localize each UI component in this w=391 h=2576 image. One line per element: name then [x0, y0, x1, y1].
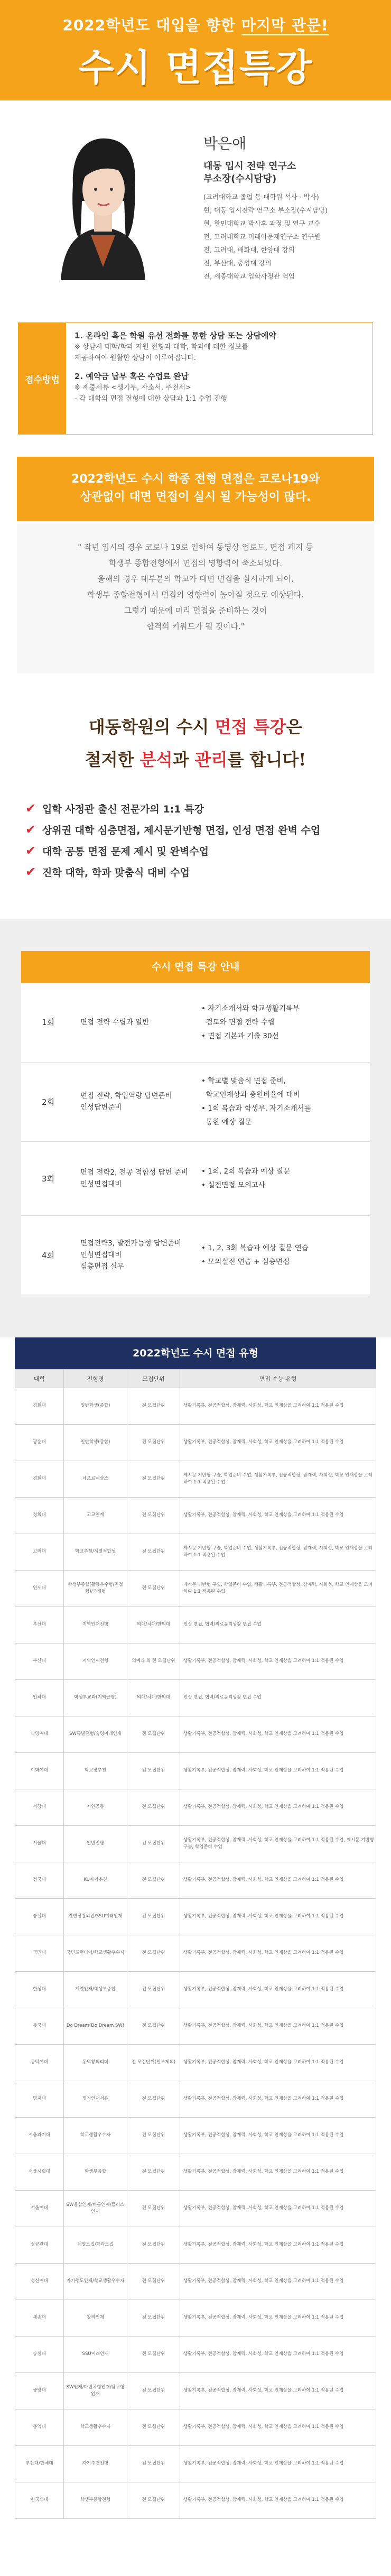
table-row — [15, 2336, 376, 2372]
interview-type-cell: 생활기록부, 전공적합성, 잠재력, 사회성, 학교 인재상을 고려하여 1:1 적용된 수업 — [180, 2008, 376, 2044]
content-cell — [197, 1141, 370, 1215]
recruit-unit-cell: 전 모집단위 — [127, 2190, 180, 2227]
admission-type-cell: SSU미래인재 — [64, 2336, 127, 2372]
admission-type-cell: 지역인재전형 — [64, 1606, 127, 1643]
recruit-unit-cell: 전 모집단위 — [127, 1935, 180, 1971]
round-cell: 1회 — [21, 983, 75, 1062]
content-cell — [197, 1062, 370, 1141]
feature-text: 진학 대학, 학과 맞춤식 대비 수업 — [42, 866, 190, 879]
univ-name-cell: 인하대 — [15, 1679, 64, 1716]
content-text: 모의실전 연습 + 심층면접 — [208, 1258, 290, 1266]
univ-name-cell: 경희대 — [15, 1388, 64, 1424]
table-row — [15, 1679, 376, 1716]
interview-type-cell: 생활기록부, 전공적합성, 잠재력, 사회성, 학교 인재상을 고려하여 1:1 적용된 수업 — [180, 2190, 376, 2227]
univ-name-cell: 국민대 — [15, 1935, 64, 1971]
table-row — [15, 2263, 376, 2300]
round-cell: 2회 — [21, 1062, 75, 1141]
recruit-unit-cell: 전 모집단위 — [127, 2154, 180, 2190]
hero-title: 수시 면접특강 — [78, 46, 313, 89]
method-step-detail: ※ 상담시 대학/학과 지원 전형과 대학, 학과에 대한 정보를 — [75, 343, 248, 351]
interview-type-cell: 생활기록부, 전공적합성, 잠재력, 사회성, 학교 인재상을 고려하여 1:1 적용된 수업 — [180, 1497, 376, 1534]
interview-type-cell: 제시문 기반형 구술, 학업준비 수업, 생활기록부, 전공적합성, 잠재력, 사회성, 학교 인재상을 고려하여 1:1 적용된 수업 — [180, 1570, 376, 1606]
table-row — [15, 2445, 376, 2482]
topic-cell — [75, 1215, 197, 1295]
admission-type-cell: 명지인재서류 — [64, 2081, 127, 2117]
table-row — [15, 1825, 376, 1862]
interview-type-cell: 생활기록부, 전공적합성, 잠재력, 사회성, 학교 인재상을 고려하여 1:1 적용된 수업 — [180, 2044, 376, 2081]
interview-type-cell: 생활기록부, 전공적합성, 잠재력, 사회성, 학교 인재상을 고려하여 1:1 적용된 수업 — [180, 2227, 376, 2263]
univ-name-cell: 서울과기대 — [15, 2117, 64, 2154]
univ-name-cell: 이화여대 — [15, 1752, 64, 1789]
application-method-tag: 접수방법 — [18, 323, 66, 434]
univ-table — [15, 1369, 376, 2519]
table-row — [15, 1716, 376, 1752]
topic-line: 면접전략3, 발전가능성 답변준비 — [80, 1239, 181, 1248]
content-line — [201, 1015, 366, 1029]
interview-type-cell: 생활기록부, 전공적합성, 잠재력, 사회성, 학교 인재상을 고려하여 1:1 적용된 수업 — [180, 2081, 376, 2117]
table-row — [15, 1388, 376, 1424]
topic-cell — [75, 983, 197, 1062]
content-text: 자기소개서와 학교생활기록부 — [208, 1004, 300, 1013]
table-row — [15, 1570, 376, 1606]
feature-item — [25, 819, 391, 840]
interview-type-cell: 생활기록부, 전공적합성, 잠재력, 사회성, 학교 인재상을 고려하여 1:1 적용된 수업 — [180, 2372, 376, 2409]
table-row — [15, 1789, 376, 1825]
notice-line: 그렇기 때문에 미리 면접을 준비하는 것이 — [124, 606, 267, 615]
recruit-unit-cell: 전 모집단위 — [127, 1424, 180, 1461]
slogan-highlight: 관리 — [194, 750, 228, 770]
univ-name-cell: 동덕여대 — [15, 2044, 64, 2081]
univ-name-cell: 성균관대 — [15, 2227, 64, 2263]
recruit-unit-cell: 전 모집단위 — [127, 1825, 180, 1862]
interview-type-cell: 제시문 기반형 구술, 학업준비 수업, 생활기록부, 전공적합성, 잠재력, 사회성, 학교 인재상을 고려하여 1:1 적용된 수업 — [180, 1461, 376, 1497]
hero-subtitle-highlight: 마지막 관문! — [241, 16, 329, 35]
instructor-name: 박은애 — [203, 135, 247, 152]
method-step-detail: ※ 제출서류 <생기부, 자소서, 추천서> — [75, 384, 191, 392]
instructor-title-2: 부소장(수시담당) — [203, 173, 277, 184]
interview-type-cell: 생활기록부, 전공적합성, 잠재력, 사회성, 학교 인재상을 고려하여 1:1 적용된 수업 — [180, 1716, 376, 1752]
career-item: 전, 고려대학교 미래아문재연구소 연구원 — [203, 233, 321, 241]
interview-type-cell: 생활기록부, 전공적합성, 잠재력, 사회성, 학교 인재상을 고려하여 1:1 적용된 수업 — [180, 2300, 376, 2336]
univ-section — [0, 1337, 391, 2540]
admission-type-cell: 결헌정원외전/SSU미래인재 — [64, 1898, 127, 1935]
recruit-unit-cell: 전 모집단위 — [127, 2081, 180, 2117]
content-line — [201, 1088, 366, 1102]
feature-text: 상위권 대학 심층면접, 제시문기반형 면접, 인성 면접 완벽 수업 — [42, 824, 321, 836]
check-icon: ✔ — [25, 843, 36, 858]
topic-line: 면접 전략 수립과 일반 — [80, 1018, 150, 1027]
table-row — [15, 1935, 376, 1971]
univ-name-cell: 고려대 — [15, 1534, 64, 1570]
admission-type-cell: KU자기추천 — [64, 1862, 127, 1898]
method-step-detail: - 각 대학의 면접 전형에 대한 상담과 1:1 수업 진행 — [75, 395, 227, 403]
recruit-unit-cell: 전 모집단위 — [127, 2336, 180, 2372]
recruit-unit-cell: 전 모집단위 — [127, 1461, 180, 1497]
check-icon: ✔ — [25, 801, 36, 816]
interview-type-cell: 생활기록부, 전공적합성, 잠재력, 사회성, 학교 인재상을 고려하여 1:1 적용된 수업 — [180, 2445, 376, 2482]
recruit-unit-cell: 전 모집단위 — [127, 1716, 180, 1752]
admission-type-cell: 일반학생(종합) — [64, 1388, 127, 1424]
column-header: 전형명 — [64, 1369, 127, 1388]
table-row — [15, 1971, 376, 2008]
feature-item — [25, 798, 391, 819]
interview-type-cell: 인성 면접, 협력/의료윤리상황 면접 수업 — [180, 1606, 376, 1643]
notice-section — [17, 457, 374, 673]
topic-line: 심층면접 실무 — [80, 1262, 124, 1271]
table-row — [15, 1461, 376, 1497]
univ-name-cell: 한국외대 — [15, 2482, 64, 2518]
table-row — [15, 1898, 376, 1935]
admission-type-cell: 학생부종합 — [64, 2154, 127, 2190]
univ-name-cell: 부산대 — [15, 1606, 64, 1643]
recruit-unit-cell: 전 모집단위 — [127, 2263, 180, 2300]
admission-type-cell: 일반전형 — [64, 1825, 127, 1862]
univ-name-cell: 숭실대 — [15, 1898, 64, 1935]
univ-name-cell: 동국대 — [15, 2008, 64, 2044]
interview-type-cell: 생활기록부, 전공적합성, 잠재력, 사회성, 학교 인재상을 고려하여 1:1 적용된 수업 — [180, 2409, 376, 2445]
admission-type-cell: 일반학생(종합) — [64, 1424, 127, 1461]
column-header: 모집단위 — [127, 1369, 180, 1388]
notice-heading-line: 상관없이 대면 면접이 실시 될 가능성이 많다. — [80, 491, 311, 504]
interview-type-cell: 인성 면접, 협력/의료윤리상황 면접 수업 — [180, 1679, 376, 1716]
content-text: 통한 예상 질문 — [206, 1118, 252, 1127]
univ-name-cell: 부산대/한체대 — [15, 2445, 64, 2482]
hero-banner — [0, 0, 391, 100]
table-row — [15, 1424, 376, 1461]
univ-name-cell: 부산대 — [15, 1643, 64, 1679]
table-row — [21, 983, 370, 1062]
admission-type-cell: 창의인재 — [64, 2300, 127, 2336]
univ-table-body — [15, 1388, 376, 2518]
admission-type-cell: 고교연계 — [64, 1497, 127, 1534]
content-line: • 1회, 2회 복습과 예상 질문 — [201, 1167, 291, 1176]
admission-type-cell: 동덕창의리더 — [64, 2044, 127, 2081]
recruit-unit-cell: 전 모집단위 — [127, 1898, 180, 1935]
method-step-heading: 1. 온라인 혹은 학원 유선 전화를 통한 상담 또는 상담예약 — [75, 331, 276, 340]
slogan-highlight: 면접 특강 — [215, 717, 286, 737]
recruit-unit-cell: 전 모집단위 — [127, 2300, 180, 2336]
admission-type-cell: SW인재/다빈치형인재/탐구형인재 — [64, 2372, 127, 2409]
univ-name-cell: 서강대 — [15, 1789, 64, 1825]
interview-type-cell: 생활기록부, 전공적합성, 잠재력, 사회성, 학교 인재상을 고려하여 1:1 적용된 수업, 제시문 기반형 구술, 학업준비 수업 — [180, 1825, 376, 1862]
univ-name-cell: 숭실대 — [15, 2336, 64, 2372]
table-row — [15, 1752, 376, 1789]
column-header: 면접 수능 유형 — [180, 1369, 376, 1388]
univ-name-cell: 성신여대 — [15, 2263, 64, 2300]
feature-checklist — [0, 798, 391, 919]
recruit-unit-cell: 전 모집단위 — [127, 1534, 180, 1570]
content-line: • 1회 복습과 학생부, 자기소개서를 — [201, 1104, 311, 1113]
interview-type-cell: 생활기록부, 전공적합성, 잠재력, 사회성, 학교 인재상을 고려하여 1:1 적용된 수업 — [180, 1789, 376, 1825]
recruit-unit-cell: 의대/치대/한의대 — [127, 1606, 180, 1643]
admission-type-cell: SW특별전형/숙명미래인재 — [64, 1716, 127, 1752]
recruit-unit-cell: 전 모집단위 — [127, 1388, 180, 1424]
univ-name-cell: 서울시립대 — [15, 2154, 64, 2190]
career-item: (고려대학교 졸업 동 대학원 석사 · 박사) — [203, 193, 319, 201]
table-row — [15, 2372, 376, 2409]
feature-text: 입학 사정관 출신 전문가의 1:1 특강 — [42, 803, 204, 815]
recruit-unit-cell: 전 모집단위(일부제외) — [127, 2044, 180, 2081]
topic-line: 면접 전략, 학업역량 답변준비 — [80, 1092, 172, 1100]
table-row — [21, 1215, 370, 1295]
univ-table-title: 2022학년도 수시 면접 유형 — [15, 1337, 376, 1369]
recruit-unit-cell: 전 모집단위 — [127, 2409, 180, 2445]
admission-type-cell: 네오르네상스 — [64, 1461, 127, 1497]
notice-line: 학생부 종합전형에서 면접의 영향력이 축소되었다. — [108, 558, 283, 568]
admission-type-cell: 학교생활우수자 — [64, 2409, 127, 2445]
slogan-text: 대동학원의 수시 — [88, 717, 215, 737]
recruit-unit-cell: 전 모집단위 — [127, 1789, 180, 1825]
notice-line: 올해의 경우 대부분의 학교가 대면 면접을 실시하게 되어, — [97, 574, 294, 584]
interview-type-cell: 생활기록부, 전공적합성, 잠재력, 사회성, 학교 인재상을 고려하여 1:1 적용된 수업 — [180, 2117, 376, 2154]
interview-type-cell: 생활기록부, 전공적합성, 잠재력, 사회성, 학교 인재상을 고려하여 1:1 적용된 수업 — [180, 1935, 376, 1971]
content-text: 학교별 맞춤식 면접 준비, — [208, 1077, 286, 1085]
interview-type-cell: 생활기록부, 전공적합성, 잠재력, 사회성, 학교 인재상을 고려하여 1:1 적용된 수업 — [180, 2336, 376, 2372]
admission-type-cell: Do Dream(Do Dream SW) — [64, 2008, 127, 2044]
career-item: 전, 부산대, 충성대 강의 — [203, 259, 272, 267]
recruit-unit-cell: 전 모집단위 — [127, 1752, 180, 1789]
admission-type-cell: 학교생활우수자 — [64, 2117, 127, 2154]
table-row — [15, 2008, 376, 2044]
table-row — [15, 2154, 376, 2190]
recruit-unit-cell: 전 모집단위 — [127, 2482, 180, 2518]
round-cell: 3회 — [21, 1141, 75, 1215]
method-step-heading: 2. 예약금 납부 혹은 수업료 완납 — [75, 372, 189, 381]
admission-type-cell: 학생부종합(활동우수형/면접형)/국제형 — [64, 1570, 127, 1606]
recruit-unit-cell: 전 모집단위 — [127, 1570, 180, 1606]
instructor-title-1: 대동 입시 전략 연구소 — [203, 161, 296, 172]
topic-line: 면접 전략2, 전공 적합성 답변 준비 — [80, 1168, 188, 1177]
content-text: 1, 2, 3회 복습과 예상 질문 연습 — [208, 1244, 309, 1252]
table-row — [15, 2044, 376, 2081]
recruit-unit-cell: 전 모집단위 — [127, 2372, 180, 2409]
content-text: 학교인재상과 충원비율에 대비 — [206, 1091, 300, 1099]
hero-subtitle-text: 2022학년도 대입을 향한 — [62, 16, 241, 34]
univ-name-cell: 서울여대 — [15, 2190, 64, 2227]
round-cell: 4회 — [21, 1215, 75, 1295]
check-icon: ✔ — [25, 864, 36, 879]
table-row — [15, 2117, 376, 2154]
interview-type-cell: 생활기록부, 전공적합성, 잠재력, 사회성, 학교 인재상을 고려하여 1:1 적용된 수업 — [180, 1643, 376, 1679]
univ-name-cell: 경희대 — [15, 1461, 64, 1497]
admission-type-cell: 학생부교과(지역균형) — [64, 1679, 127, 1716]
table-row — [15, 1534, 376, 1570]
univ-name-cell: 홍익대 — [15, 2409, 64, 2445]
topic-cell — [75, 1062, 197, 1141]
admission-type-cell: 자기주도인재/학교생활우수자 — [64, 2263, 127, 2300]
content-line — [201, 1115, 366, 1129]
interview-type-cell: 생활기록부, 전공적합성, 잠재력, 사회성, 학교 인재상을 고려하여 1:1 적용된 수업 — [180, 1752, 376, 1789]
recruit-unit-cell: 전 모집단위 — [127, 2008, 180, 2044]
content-cell — [197, 983, 370, 1062]
univ-name-cell: 중앙대 — [15, 2372, 64, 2409]
univ-name-cell: 경희대 — [15, 1497, 64, 1534]
univ-name-cell: 한성대 — [15, 1971, 64, 2008]
univ-name-cell: 광운대 — [15, 1424, 64, 1461]
admission-type-cell: 자연공동 — [64, 1789, 127, 1825]
admission-type-cell: 학생부종합전형 — [64, 2482, 127, 2518]
univ-name-cell: 세종대 — [15, 2300, 64, 2336]
content-text: 1회, 2회 복습과 예상 질문 — [208, 1167, 291, 1176]
admission-type-cell: 계열인재/학생부종합 — [64, 1971, 127, 2008]
admission-type-cell: 계열모집/학과모집 — [64, 2227, 127, 2263]
slogan-line-1 — [0, 710, 391, 743]
career-item: 전, 세종대학교 입학사정관 역임 — [203, 272, 295, 280]
recruit-unit-cell: 전 모집단위 — [127, 1497, 180, 1534]
interview-type-cell: 생활기록부, 전공적합성, 잠재력, 사회성, 학교 인재상을 고려하여 1:1 적용된 수업 — [180, 2482, 376, 2518]
table-row — [15, 1606, 376, 1643]
table-row — [21, 1141, 370, 1215]
interview-type-cell: 생활기록부, 전공적합성, 잠재력, 사회성, 학교 인재상을 고려하여 1:1 적용된 수업 — [180, 1424, 376, 1461]
course-section — [0, 919, 391, 1337]
check-icon: ✔ — [25, 822, 36, 837]
univ-name-cell: 명지대 — [15, 2081, 64, 2117]
content-line: • 실전면접 모의고사 — [201, 1181, 265, 1189]
table-row — [21, 1062, 370, 1141]
interview-type-cell: 제시문 기반형 구술, 학업준비 수업, 생활기록부, 전공적합성, 잠재력, 사회성, 학교 인재상을 고려하여 1:1 적용된 수업 — [180, 1534, 376, 1570]
table-row — [15, 2081, 376, 2117]
content-line: • 모의실전 연습 + 심층면접 — [201, 1258, 290, 1266]
admission-type-cell: SW융합인재/바롬인재/플러스인재 — [64, 2190, 127, 2227]
interview-type-cell: 생활기록부, 전공적합성, 잠재력, 사회성, 학교 인재상을 고려하여 1:1 적용된 수업 — [180, 1898, 376, 1935]
content-cell — [197, 1215, 370, 1295]
slogan-highlight: 분석 — [139, 750, 173, 770]
univ-name-cell: 건국대 — [15, 1862, 64, 1898]
topic-cell — [75, 1141, 197, 1215]
content-text: 실전면접 모의고사 — [208, 1181, 265, 1189]
content-line: • 1, 2, 3회 복습과 예상 질문 연습 — [201, 1244, 309, 1252]
admission-type-cell: 학교추천/계열적합성 — [64, 1534, 127, 1570]
content-text: 면접 기본과 기출 30선 — [208, 1031, 279, 1040]
recruit-unit-cell: 의예과 외 전 모집단위 — [127, 1643, 180, 1679]
feature-text: 대학 공통 면접 문제 제시 및 완벽수업 — [42, 845, 209, 857]
interview-type-cell: 생활기록부, 전공적합성, 잠재력, 사회성, 학교 인재상을 고려하여 1:1 적용된 수업 — [180, 2263, 376, 2300]
admission-type-cell: 지역인재전형 — [64, 1643, 127, 1679]
column-header: 대학 — [15, 1369, 64, 1388]
content-text: 검토와 면접 전략 수립 — [206, 1018, 275, 1027]
notice-line: " 작년 입시의 경우 코로나 19로 인하여 동영상 업로드, 면접 폐지 등 — [78, 542, 313, 552]
admission-type-cell: 자기추천전형 — [64, 2445, 127, 2482]
slogan-text: 를 합니다! — [227, 750, 306, 770]
notice-heading-line: 2022학년도 수시 학종 전형 면접은 코로나19와 — [71, 473, 320, 486]
recruit-unit-cell: 전 모집단위 — [127, 2445, 180, 2482]
instructor-photo — [32, 122, 174, 280]
topic-line: 인성답변준비 — [80, 1103, 122, 1112]
table-row — [15, 2300, 376, 2336]
slogan-text: 철저한 — [85, 750, 140, 770]
univ-table-header-row — [15, 1369, 376, 1388]
admission-type-cell: 학교장추천 — [64, 1752, 127, 1789]
course-table-title: 수시 면접 특강 안내 — [21, 951, 370, 983]
career-list — [203, 190, 328, 283]
hero-subtitle — [0, 14, 391, 35]
table-row — [15, 2482, 376, 2518]
univ-name-cell: 연세대 — [15, 1570, 64, 1606]
table-row — [15, 2227, 376, 2263]
interview-type-cell: 생활기록부, 전공적합성, 잠재력, 사회성, 학교 인재상을 고려하여 1:1 적용된 수업 — [180, 1862, 376, 1898]
feature-item — [25, 861, 391, 882]
application-method-box — [18, 322, 373, 435]
recruit-unit-cell: 전 모집단위 — [127, 1862, 180, 1898]
table-row — [15, 1497, 376, 1534]
univ-name-cell: 서울대 — [15, 1825, 64, 1862]
career-item: 현, 대동 입시전략 연구소 부소장(수시담당) — [203, 206, 328, 214]
topic-line: 인성면접대비 — [80, 1251, 122, 1259]
feature-item — [25, 840, 391, 861]
content-line: • 자기소개서와 학교생활기록부 — [201, 1004, 300, 1013]
topic-line: 인성면접대비 — [80, 1180, 122, 1188]
table-row — [15, 1862, 376, 1898]
notice-line: 합격의 키워드가 될 것이다." — [146, 622, 245, 631]
recruit-unit-cell: 의대/치대/한의대 — [127, 1679, 180, 1716]
admission-type-cell: 국민프런티어/학교생활우수자 — [64, 1935, 127, 1971]
slogan — [0, 673, 391, 798]
slogan-line-2 — [0, 743, 391, 776]
interview-type-cell: 생활기록부, 전공적합성, 잠재력, 사회성, 학교 인재상을 고려하여 1:1 적용된 수업 — [180, 1388, 376, 1424]
notice-heading — [17, 457, 374, 521]
interview-type-cell: 생활기록부, 전공적합성, 잠재력, 사회성, 학교 인재상을 고려하여 1:1 적용된 수업 — [180, 1971, 376, 2008]
career-item: 전, 고려대, 배화대, 한양대 강의 — [203, 246, 295, 254]
application-method-body — [66, 323, 373, 434]
slogan-text: 은 — [286, 717, 303, 737]
notice-body — [17, 521, 374, 634]
interview-type-cell: 생활기록부, 전공적합성, 잠재력, 사회성, 학교 인재상을 고려하여 1:1 적용된 수업 — [180, 2154, 376, 2190]
univ-name-cell: 숙명여대 — [15, 1716, 64, 1752]
career-item: 현, 한민대학교 박사후 과정 및 연구 교수 — [203, 219, 321, 227]
table-row — [15, 1643, 376, 1679]
content-line: • 면접 기본과 기출 30선 — [201, 1031, 279, 1040]
content-text: 1회 복습과 학생부, 자기소개서를 — [208, 1104, 311, 1113]
content-line: • 학교별 맞춤식 면접 준비, — [201, 1077, 286, 1085]
notice-line: 학생부 종합전형에서 면접의 영향력이 높아질 것으로 예상된다. — [87, 590, 304, 599]
instructor-profile — [0, 100, 391, 322]
table-row — [15, 2409, 376, 2445]
method-step-detail: 제공하여야 원활한 상담이 이루어집니다. — [75, 354, 197, 362]
course-table — [21, 983, 370, 1295]
slogan-text: 과 — [172, 750, 195, 770]
recruit-unit-cell: 전 모집단위 — [127, 2227, 180, 2263]
recruit-unit-cell: 전 모집단위 — [127, 1971, 180, 2008]
recruit-unit-cell: 전 모집단위 — [127, 2117, 180, 2154]
table-row — [15, 2190, 376, 2227]
